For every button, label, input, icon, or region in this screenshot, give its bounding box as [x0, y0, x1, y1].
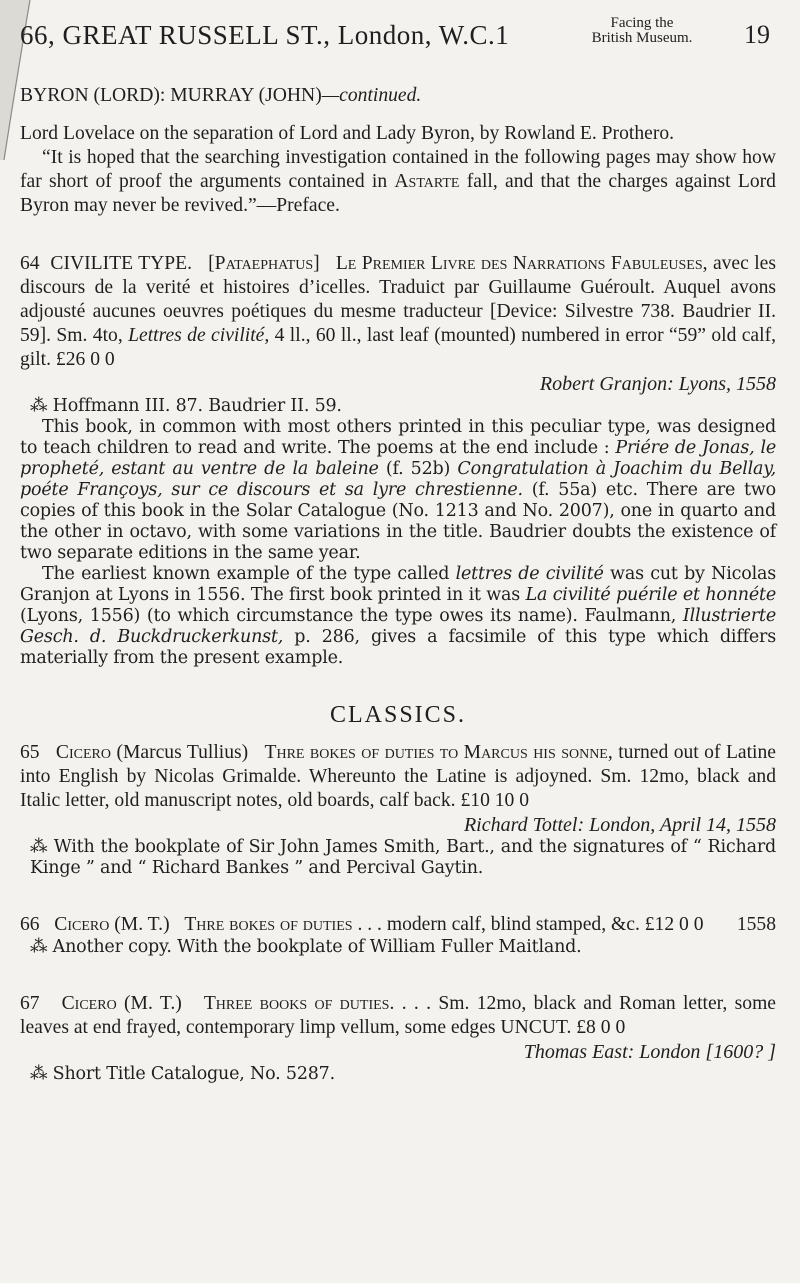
lot-65: 65 Cicero (Marcus Tullius) Thre bokes of duties to Marcus his sonne, turned out of Latine into English by Nicolas Grimalde. Whereunto the Latine is adjoyned. Sm. 12mo, black and Italic letter, old manuscript notes, old boards, calf back. £10 10 0 — [20, 742, 776, 811]
lot-66: 66 Cicero (M. T.) Thre bokes of duties . . . modern calf, blind stamped, &c. £12 0 0 1558 — [20, 914, 776, 935]
byron-heading: BYRON (LORD): MURRAY (JOHN)—continued. — [20, 85, 422, 106]
lot-65-note: ⁂ With the bookplate of Sir John James Smith, Bart., and the signatures of “ Richard Kinge ” and “ Richard Bankes ” and Percival Gaytin. — [30, 837, 776, 878]
lot-64-note-2: This book, in common with most others printed in this peculiar type, was designed to teach children to read and write. The poems at the end include : Priére de Jonas, le propheté, estant au ventre de la baleine (f. 52b) Congratulation à Joachim du Bellay, poéte Françoys, sur ce discours et sa lyre chrestienne. (f. 55a) etc. There are two copies of this book in the Solar Catalogue (No. 1213 and No. 2007), one in quarto and the other in octavo, with some variations in the title. Baudrier doubts the existence of two separate editions in the same year. — [20, 417, 777, 563]
lot-66-note: ⁂ Another copy. With the bookplate of William Fuller Maitland. — [30, 937, 582, 957]
lot-67: 67 Cicero (M. T.) Three books of duties. . . . Sm. 12mo, black and Roman letter, some leaves at end frayed, contemporary limp vellum, some edges UNCUT. £8 0 0 — [20, 993, 777, 1038]
header-address: 66, GREAT RUSSELL ST., London, W.C.1 — [20, 20, 510, 50]
section-heading: CLASSICS. — [329, 702, 467, 728]
lot-67-note: ⁂ Short Title Catalogue, No. 5287. — [30, 1064, 335, 1084]
byron-quote: “It is hoped that the searching investigation contained in the following pages may show how far short of proof the arguments contained in Astarte fall, and that the charges against Lord Byron may never be revived.”—Preface. — [20, 147, 776, 216]
catalogue-page — [20, 0, 778, 1283]
lot-65-imprint: Richard Tottel: London, April 14, 1558 — [463, 814, 776, 836]
header-facing — [582, 16, 702, 46]
page-number: 19 — [744, 20, 770, 49]
page-header — [20, 14, 778, 54]
lot-64-imprint: Robert Granjon: Lyons, 1558 — [539, 373, 776, 395]
header-facing-line2: British Museum. — [591, 30, 693, 46]
byron-entry: Lord Lovelace on the separation of Lord and Lady Byron, by Rowland E. Prothero. — [20, 123, 675, 144]
lot-66-year: 1558 — [736, 914, 776, 935]
header-facing-line1: Facing the — [610, 15, 674, 31]
lot-64-note-3: The earliest known example of the type called lettres de civilité was cut by Nicolas Granjon at Lyons in 1556. The first book printed in it was La civilité puérile et honnéte (Lyons, 1556) (to which circumstance the type owes its name). Faulmann, Illustrierte Gesch. d. Buckdruckerkunst, p. 286, gives a facsimile of this type which differs materially from the present example. — [20, 564, 777, 668]
catalogue-body — [20, 84, 776, 1085]
lot-67-imprint: Thomas East: London [1600? ] — [523, 1041, 776, 1063]
lot-64-note-1: ⁂ Hoffmann III. 87. Baudrier II. 59. — [30, 396, 342, 416]
lot-64: 64 CIVILITE TYPE. [Pataephatus] Le Premier Livre des Narrations Fabuleuses, avec les discours de la verité et histoires d’icelles. Traduict par Guillaume Guéroult. Auquel avons adjousté aucunes oeuvres poétiques du mesme traducteur [Device: Silvestre 738. Baudrier II. 59]. Sm. 4to, Lettres de civilité, 4 ll., 60 ll., last leaf (mounted) numbered in error “59” old calf, gilt. £26 0 0 — [20, 253, 776, 370]
